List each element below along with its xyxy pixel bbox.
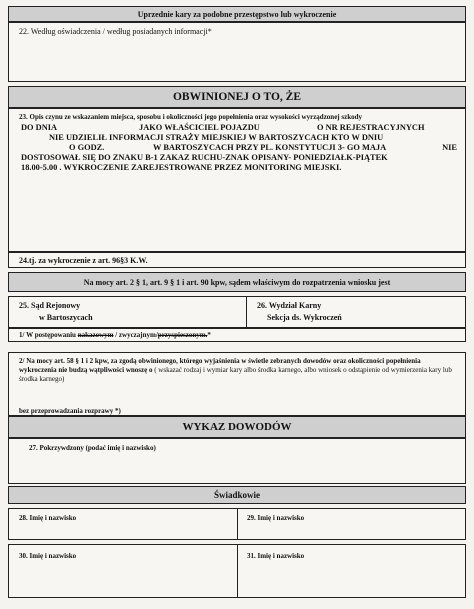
charge-line-4: DOSTOSOWAŁ SIĘ DO ZNAKU B-1 ZAKAZ RUCHU-ZNAK OPISANY- PONIEDZIAŁK-PIĄTEK bbox=[21, 153, 388, 162]
previous-penalties-title: Uprzednie kary za podobne przestępstwo lub wykroczenie bbox=[137, 10, 337, 19]
item-25-value: w Bartoszycach bbox=[39, 313, 93, 322]
procedure-struck-1: nakazowym bbox=[77, 331, 114, 339]
item-24-text: 24.tj. za wykroczenie z art. 96§3 K.W. bbox=[19, 256, 148, 265]
authority-text: Na mocy art. 2 § 1, art. 9 § 1 i art. 90 kpw, sądem właściwym do rozpatrzenia wniosku jest bbox=[83, 278, 391, 287]
charge-line-3: O GODZ. W BARTOSZYCACH PRZY PL. KONSTYTUCJI 3- GO MAJA NIE bbox=[69, 143, 457, 152]
item-26-label: 26. Wydział Karny bbox=[257, 301, 322, 310]
charge-title: OBWINIONEJ O TO, ŻE bbox=[172, 91, 302, 103]
item-2-normal: ( wskazać rodzaj i wymiar kary albo środka karnego, albo wniosek o odstąpienie od wymierzenia kary lub środka karnego) bbox=[19, 366, 452, 383]
previous-penalties-header bbox=[8, 6, 466, 22]
charge-description bbox=[21, 123, 457, 173]
item-2-text bbox=[19, 357, 455, 384]
procedure-row bbox=[8, 328, 466, 342]
item-22-box bbox=[8, 22, 466, 82]
item-22-label: 22. Według oświadczenia / według posiadanych informacji* bbox=[19, 27, 212, 36]
item-28-label: 28. Imię i nazwisko bbox=[19, 514, 77, 522]
item-26-value: Sekcja ds. Wykroczeń bbox=[267, 313, 342, 322]
item-2-bold: 2/ Na mocy art. 58 § 1 i 2 kpw, za zgodą obwinionego, którego wyjaśnienia w świetle zebranych dowodów oraz okoliczności popełnienia wykroczenia nie budzą wątpliwości wnoszę o bbox=[19, 357, 421, 374]
witnesses-title: Świadkowie bbox=[213, 490, 260, 500]
item-31-label: 31. Imię i nazwisko bbox=[247, 552, 305, 560]
item-27-box bbox=[8, 438, 466, 484]
evidence-title: WYKAZ DOWODÓW bbox=[182, 421, 292, 433]
procedure-prefix: 1/ W postępowaniu bbox=[19, 331, 76, 339]
item-23-label: 23. Opis czynu ze wskazaniem miejsca, sposobu i okoliczności jego popełnienia oraz wysokości wyrządzonej szkody bbox=[19, 113, 362, 121]
witnesses-header bbox=[8, 486, 466, 504]
item-23-box bbox=[8, 108, 466, 252]
form-page bbox=[8, 6, 466, 604]
procedure-mid: / zwyczajnym/ bbox=[113, 331, 158, 339]
witness-row-1 bbox=[8, 508, 466, 540]
item-27-label: 27. Pokrzywdzony (podać imię i nazwisko) bbox=[29, 444, 156, 452]
charge-line-5: 18.00-5.00 . WYKROCZENIE ZAREJESTROWANE PRZEZ MONITORING MIEJSKI. bbox=[21, 163, 342, 172]
court-row bbox=[8, 296, 466, 328]
item-30-label: 30. Imię i nazwisko bbox=[19, 552, 77, 560]
item-2-footer: bez przeprowadzania rozprawy *) bbox=[19, 407, 121, 415]
charge-header bbox=[8, 86, 466, 108]
authority-header bbox=[8, 272, 466, 292]
witness-row-2 bbox=[8, 544, 466, 598]
item-29-label: 29. Imię i nazwisko bbox=[247, 514, 305, 522]
item-25-label: 25. Sąd Rejonowy bbox=[19, 301, 81, 310]
procedure-suffix: * bbox=[207, 331, 211, 339]
cell-28 bbox=[9, 509, 238, 539]
charge-line-1: DO DNIA JAKO WŁAŚCICIEL POJAZDU O NR REJESTRACYJNYCH bbox=[21, 123, 425, 132]
cell-30 bbox=[9, 545, 238, 597]
charge-line-2: NIE UDZIELIŁ INFORMACJI STRAŻY MIEJSKIEJ W BARTOSZYCACH KTO W DNIU bbox=[49, 133, 384, 142]
procedure-struck-2: przyspieszonym. bbox=[157, 331, 208, 339]
evidence-header bbox=[8, 416, 466, 438]
item-2-box bbox=[8, 352, 466, 416]
cell-25 bbox=[9, 297, 247, 327]
item-24-box bbox=[8, 252, 466, 268]
